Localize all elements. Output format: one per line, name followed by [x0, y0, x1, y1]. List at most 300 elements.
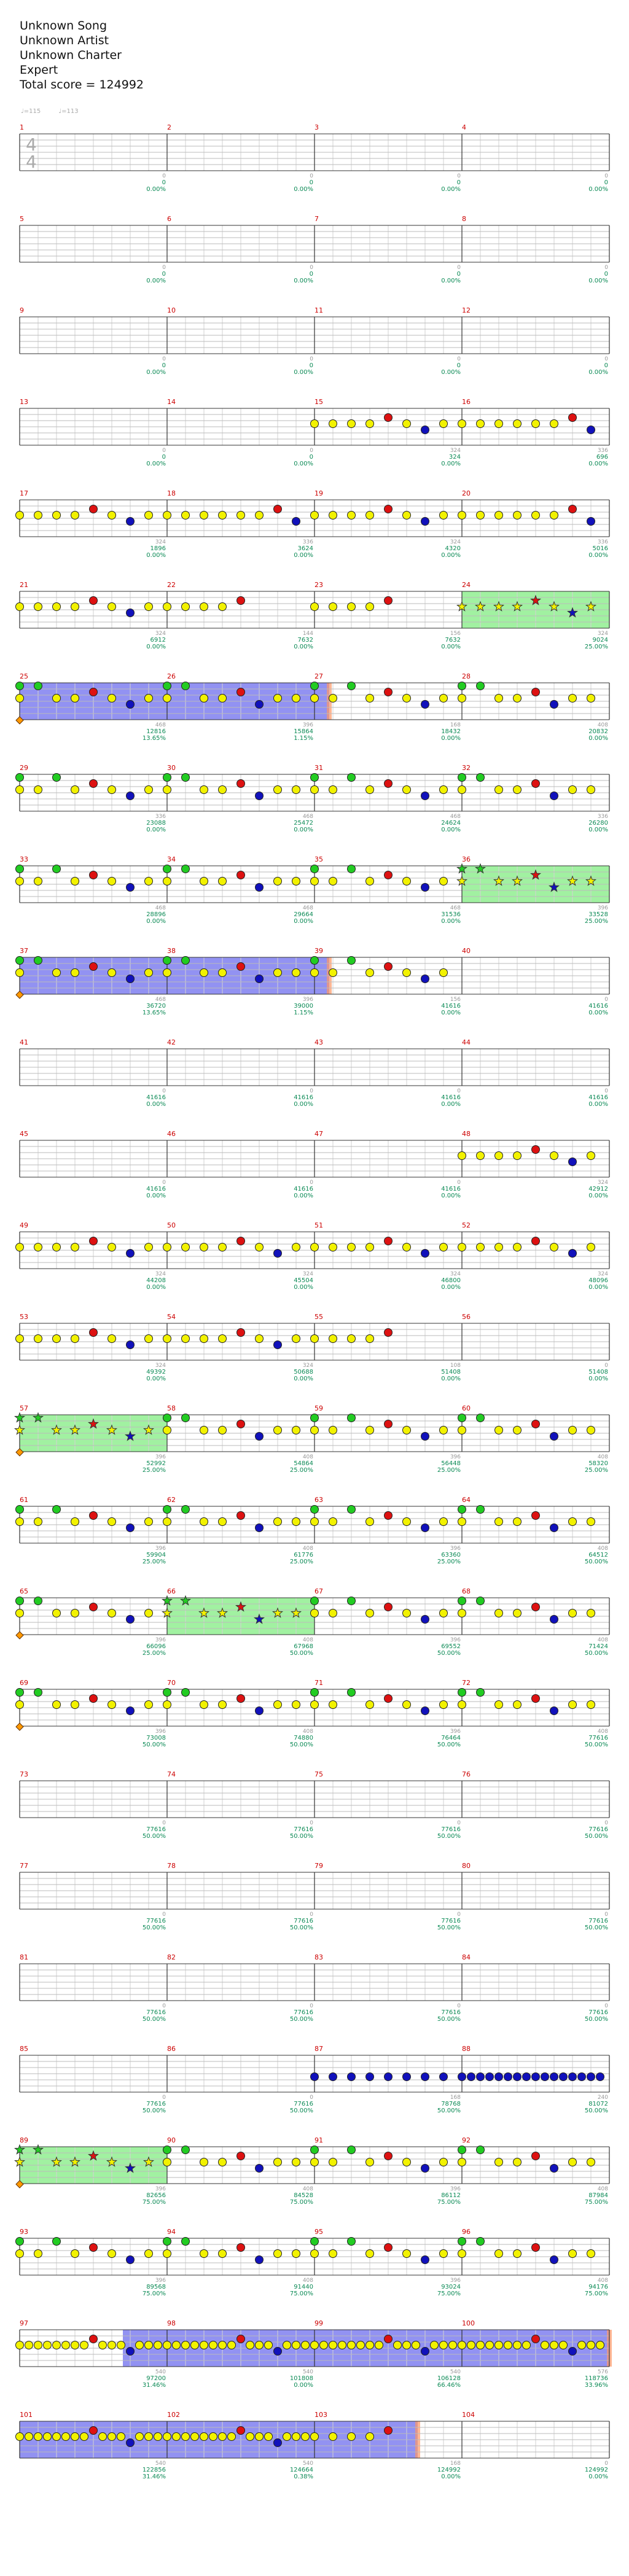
note	[587, 2341, 595, 2349]
measure-number: 64	[462, 1496, 471, 1504]
measure-total-score: 696	[596, 454, 608, 461]
note	[495, 695, 503, 702]
measure-number: 99	[314, 2319, 323, 2327]
measure-note-score: 396	[155, 1729, 166, 1735]
measure-number: 56	[462, 1313, 471, 1321]
measure-sp-percent: 50.00%	[142, 1924, 166, 1931]
note	[495, 2073, 503, 2081]
measure-note-score: 0	[310, 2003, 313, 2009]
staff-row	[16, 1313, 610, 1382]
measure-sp-percent: 0.00%	[146, 369, 166, 376]
measure-note-score: 0	[604, 1088, 608, 1094]
note	[458, 682, 466, 690]
note	[366, 1609, 374, 1617]
song-charter: Unknown Charter	[20, 49, 122, 62]
measure-sp-percent: 25.00%	[437, 1558, 461, 1565]
measure-sp-percent: 25.00%	[584, 644, 608, 650]
note	[550, 1524, 558, 1532]
note	[348, 420, 356, 428]
measure-total-score: 44208	[146, 1277, 166, 1284]
measure-total-score: 118736	[584, 2375, 608, 2382]
measure-number: 102	[167, 2411, 180, 2419]
staff-row	[16, 855, 610, 925]
note	[394, 2341, 402, 2349]
note	[348, 2341, 356, 2349]
note	[145, 1701, 153, 1709]
measure-sp-percent: 0.00%	[441, 827, 461, 833]
measure-note-score: 540	[155, 2461, 166, 2467]
note	[421, 2165, 429, 2173]
note	[34, 2433, 42, 2441]
measure-total-score: 84528	[294, 2192, 313, 2199]
note	[34, 1243, 42, 1251]
measure-note-score: 0	[604, 1363, 608, 1369]
measure-note-score: 0	[457, 2003, 461, 2009]
note	[200, 2158, 208, 2166]
note	[338, 2341, 346, 2349]
note	[200, 1243, 208, 1251]
note	[182, 1414, 190, 1422]
note	[477, 1152, 485, 1160]
note	[34, 1518, 42, 1526]
note	[16, 2238, 24, 2246]
note	[311, 1414, 319, 1422]
measure-total-score: 41616	[146, 1186, 166, 1193]
note	[587, 1701, 595, 1709]
note	[274, 2439, 282, 2447]
note	[385, 1603, 393, 1611]
note	[274, 1701, 282, 1709]
note	[486, 2341, 494, 2349]
note	[329, 877, 337, 885]
staff-row	[20, 123, 609, 193]
note	[16, 1506, 24, 1514]
note	[412, 2341, 420, 2349]
note	[16, 682, 24, 690]
note	[514, 2341, 522, 2349]
measure-sp-percent: 13.65%	[142, 1010, 166, 1016]
measure-sp-percent: 0.38%	[294, 2473, 313, 2480]
note	[90, 2335, 98, 2343]
note	[34, 1689, 42, 1697]
note	[477, 1597, 485, 1605]
note	[154, 2341, 162, 2349]
note	[256, 1335, 264, 1343]
measure-number: 84	[462, 1953, 471, 1961]
note	[440, 512, 448, 519]
note	[366, 2433, 374, 2441]
measure-number: 34	[167, 855, 176, 863]
measure-number: 17	[20, 489, 28, 497]
note	[311, 2146, 319, 2154]
measure-number: 70	[167, 1679, 176, 1687]
measure-sp-percent: 50.00%	[142, 1833, 166, 1840]
note	[71, 603, 79, 611]
measure-note-score: 168	[450, 2095, 461, 2101]
open-note	[16, 1723, 23, 1730]
measure-number: 33	[20, 855, 28, 863]
measure-total-score: 0	[456, 271, 461, 278]
measure-sp-percent: 0.00%	[588, 1010, 608, 1016]
note	[256, 792, 264, 800]
measure-sp-percent: 50.00%	[437, 1741, 461, 1748]
note	[219, 2433, 227, 2441]
note	[16, 695, 24, 702]
measure-note-score: 0	[162, 173, 166, 179]
measure-total-score: 41616	[588, 1094, 608, 1101]
note	[329, 512, 337, 519]
note	[311, 865, 319, 873]
note	[53, 1243, 61, 1251]
note	[173, 2341, 181, 2349]
measure-sp-percent: 0.00%	[294, 278, 313, 284]
note	[237, 2427, 245, 2435]
measure-sp-percent: 0.00%	[146, 644, 166, 650]
note	[514, 2073, 522, 2081]
measure-number: 55	[314, 1313, 323, 1321]
note	[25, 2341, 33, 2349]
staff-row	[16, 2411, 610, 2480]
note	[458, 695, 466, 702]
measure-number: 42	[167, 1038, 176, 1046]
note	[311, 2158, 319, 2166]
measure-number: 92	[462, 2136, 471, 2144]
measure-sp-percent: 0.00%	[588, 2473, 608, 2480]
note	[449, 2341, 457, 2349]
measure-note-score: 0	[604, 1912, 608, 1918]
note	[514, 420, 522, 428]
note	[532, 1237, 540, 1245]
measure-total-score: 20832	[588, 728, 608, 735]
note	[182, 957, 190, 965]
note	[532, 2152, 540, 2160]
note	[71, 1243, 79, 1251]
measure-note-score: 0	[457, 265, 461, 271]
measure-total-score: 89568	[146, 2284, 166, 2290]
note	[200, 2341, 208, 2349]
note	[265, 2433, 273, 2441]
note	[274, 1426, 282, 1434]
measure-sp-percent: 50.00%	[142, 1741, 166, 1748]
measure-number: 41	[20, 1038, 28, 1046]
note	[560, 2073, 568, 2081]
note	[550, 2341, 558, 2349]
note	[163, 512, 171, 519]
measure-number: 13	[20, 398, 28, 406]
note	[292, 786, 300, 794]
note	[514, 2250, 522, 2258]
note	[431, 2341, 439, 2349]
note	[292, 2341, 300, 2349]
note	[200, 1701, 208, 1709]
staff-row	[20, 1038, 609, 1108]
measure-note-score: 408	[302, 1637, 313, 1643]
note	[219, 1243, 227, 1251]
note	[366, 2250, 374, 2258]
measure-sp-percent: 0.00%	[588, 1101, 608, 1108]
note	[237, 963, 245, 971]
note	[237, 512, 245, 519]
note	[219, 1426, 227, 1434]
note	[16, 786, 24, 794]
note	[587, 2250, 595, 2258]
measure-number: 18	[167, 489, 176, 497]
note	[163, 2146, 171, 2154]
note	[569, 1250, 577, 1258]
measure-sp-percent: 25.00%	[289, 1467, 313, 1474]
note	[311, 957, 319, 965]
measure-note-score: 468	[155, 997, 166, 1003]
measure-number: 85	[20, 2045, 28, 2053]
note	[385, 505, 393, 513]
note	[16, 1335, 24, 1343]
note	[532, 2244, 540, 2252]
measure-total-score: 0	[604, 362, 608, 369]
measure-sp-percent: 0.00%	[588, 735, 608, 742]
measure-total-score: 41616	[146, 1094, 166, 1101]
staff-row	[20, 1770, 609, 1840]
note	[495, 2341, 503, 2349]
note	[495, 786, 503, 794]
note	[237, 2335, 245, 2343]
note	[366, 695, 374, 702]
note	[523, 2341, 531, 2349]
note	[311, 512, 319, 519]
note	[596, 2341, 604, 2349]
measure-sp-percent: 0.00%	[294, 2382, 313, 2389]
note	[145, 603, 153, 611]
note	[90, 2427, 98, 2435]
note	[348, 774, 356, 782]
measure-number: 80	[462, 1862, 471, 1870]
note	[514, 1518, 522, 1526]
measure-sp-percent: 0.00%	[146, 1376, 166, 1382]
note	[219, 1335, 227, 1343]
measure-number: 9	[20, 306, 24, 314]
note	[127, 1250, 135, 1258]
note	[237, 871, 245, 879]
measure-number: 31	[314, 764, 323, 772]
note	[237, 1695, 245, 1703]
note	[329, 2341, 337, 2349]
measure-total-score: 24624	[441, 820, 461, 827]
measure-number: 98	[167, 2319, 176, 2327]
note	[495, 512, 503, 519]
note	[366, 2158, 374, 2166]
note	[357, 2341, 365, 2349]
note	[99, 2341, 107, 2349]
measure-note-score: 324	[155, 631, 166, 637]
note	[569, 1518, 577, 1526]
note	[477, 1243, 485, 1251]
note	[514, 1426, 522, 1434]
note	[127, 1341, 135, 1349]
note	[71, 512, 79, 519]
note	[163, 682, 171, 690]
note	[182, 603, 190, 611]
note	[366, 969, 374, 977]
measure-sp-percent: 0.00%	[294, 1101, 313, 1108]
note	[578, 2073, 586, 2081]
measure-total-score: 0	[309, 454, 313, 461]
measure-total-score: 6912	[150, 637, 166, 644]
note	[200, 695, 208, 702]
measure-number: 2	[167, 123, 171, 131]
note	[145, 1518, 153, 1526]
note	[108, 2433, 116, 2441]
measure-total-score: 82656	[146, 2192, 166, 2199]
note	[550, 792, 558, 800]
note	[403, 786, 411, 794]
measure-note-score: 0	[604, 2003, 608, 2009]
note	[209, 2433, 217, 2441]
measure-sp-percent: 0.00%	[146, 827, 166, 833]
note	[514, 786, 522, 794]
staff-row	[20, 398, 609, 467]
note	[569, 414, 577, 422]
measure-sp-percent: 50.00%	[289, 2016, 313, 2023]
measure-note-score: 324	[450, 1271, 461, 1277]
measure-note-score: 0	[310, 2095, 313, 2101]
note	[311, 2341, 319, 2349]
note	[495, 1518, 503, 1526]
measure-sp-percent: 25.00%	[142, 1650, 166, 1657]
note	[329, 603, 337, 611]
measure-number: 82	[167, 1953, 176, 1961]
measure-sp-percent: 50.00%	[289, 1741, 313, 1748]
measure-note-score: 396	[450, 1454, 461, 1460]
note	[421, 2256, 429, 2264]
note	[403, 969, 411, 977]
note	[532, 1603, 540, 1611]
note	[550, 1433, 558, 1441]
note	[145, 969, 153, 977]
measure-total-score: 77616	[294, 1918, 313, 1924]
note	[403, 877, 411, 885]
measure-number: 19	[314, 489, 323, 497]
note	[458, 2146, 466, 2154]
note	[274, 2348, 282, 2356]
measure-note-score: 0	[310, 1088, 313, 1094]
song-difficulty: Expert	[20, 63, 58, 77]
note	[440, 695, 448, 702]
note	[237, 2244, 245, 2252]
note	[127, 1616, 135, 1624]
note	[228, 2341, 236, 2349]
note	[108, 786, 116, 794]
measure-total-score: 124664	[289, 2467, 313, 2473]
measure-note-score: 408	[597, 1454, 608, 1460]
measure-note-score: 0	[604, 2461, 608, 2467]
note	[348, 2433, 356, 2441]
measure-sp-percent: 0.00%	[441, 552, 461, 559]
measure-total-score: 7632	[445, 637, 461, 644]
note	[329, 695, 337, 702]
note	[256, 2256, 264, 2264]
note	[403, 2073, 411, 2081]
note	[560, 2341, 568, 2349]
measure-total-score: 0	[162, 179, 166, 186]
measure-number: 29	[20, 764, 28, 772]
measure-number: 91	[314, 2136, 323, 2144]
measure-note-score: 468	[155, 905, 166, 911]
note	[145, 2433, 153, 2441]
note	[16, 2433, 24, 2441]
measure-number: 37	[20, 947, 28, 955]
note	[219, 603, 227, 611]
measure-number: 21	[20, 581, 28, 589]
measure-sp-percent: 75.00%	[289, 2199, 313, 2206]
measure-note-score: 0	[162, 2003, 166, 2009]
measure-total-score: 77616	[441, 2009, 461, 2016]
note	[385, 2427, 393, 2435]
note	[127, 2439, 135, 2447]
note	[90, 1695, 98, 1703]
note	[477, 2146, 485, 2154]
note	[458, 1243, 466, 1251]
measure-sp-percent: 0.00%	[441, 1010, 461, 1016]
measure-total-score: 59904	[146, 1552, 166, 1558]
measure-number: 54	[167, 1313, 176, 1321]
measure-note-score: 324	[155, 1271, 166, 1277]
note	[90, 780, 98, 788]
note	[477, 774, 485, 782]
note	[16, 1689, 24, 1697]
staff-row	[16, 947, 610, 1016]
measure-total-score: 64512	[588, 1552, 608, 1558]
measure-sp-percent: 0.00%	[146, 278, 166, 284]
measure-total-score: 81072	[588, 2101, 608, 2107]
note	[421, 1707, 429, 1715]
measure-total-score: 41616	[294, 1186, 313, 1193]
measure-total-score: 0	[309, 362, 313, 369]
note	[274, 969, 282, 977]
measure-sp-percent: 0.00%	[441, 1193, 461, 1199]
note	[458, 786, 466, 794]
measure-number: 3	[314, 123, 319, 131]
note	[163, 957, 171, 965]
measure-sp-percent: 75.00%	[584, 2199, 608, 2206]
measure-note-score: 0	[310, 1912, 313, 1918]
measure-sp-percent: 0.00%	[146, 552, 166, 559]
note	[292, 2433, 300, 2441]
note	[219, 2250, 227, 2258]
note	[569, 2348, 577, 2356]
note	[311, 1426, 319, 1434]
measure-total-score: 42912	[588, 1186, 608, 1193]
note	[532, 1512, 540, 1520]
note	[421, 1616, 429, 1624]
note	[385, 1695, 393, 1703]
note	[163, 1335, 171, 1343]
note	[329, 2433, 337, 2441]
measure-note-score: 324	[155, 1363, 166, 1369]
measure-total-score: 41616	[441, 1003, 461, 1010]
note	[385, 1420, 393, 1428]
measure-total-score: 77616	[146, 2101, 166, 2107]
note	[403, 1609, 411, 1617]
note	[163, 2158, 171, 2166]
measure-number: 73	[20, 1770, 28, 1778]
note	[182, 682, 190, 690]
measure-note-score: 0	[162, 1180, 166, 1186]
measure-number: 101	[20, 2411, 33, 2419]
note	[421, 701, 429, 709]
note	[274, 1341, 282, 1349]
measure-sp-percent: 0.00%	[588, 552, 608, 559]
note	[366, 877, 374, 885]
note	[292, 877, 300, 885]
